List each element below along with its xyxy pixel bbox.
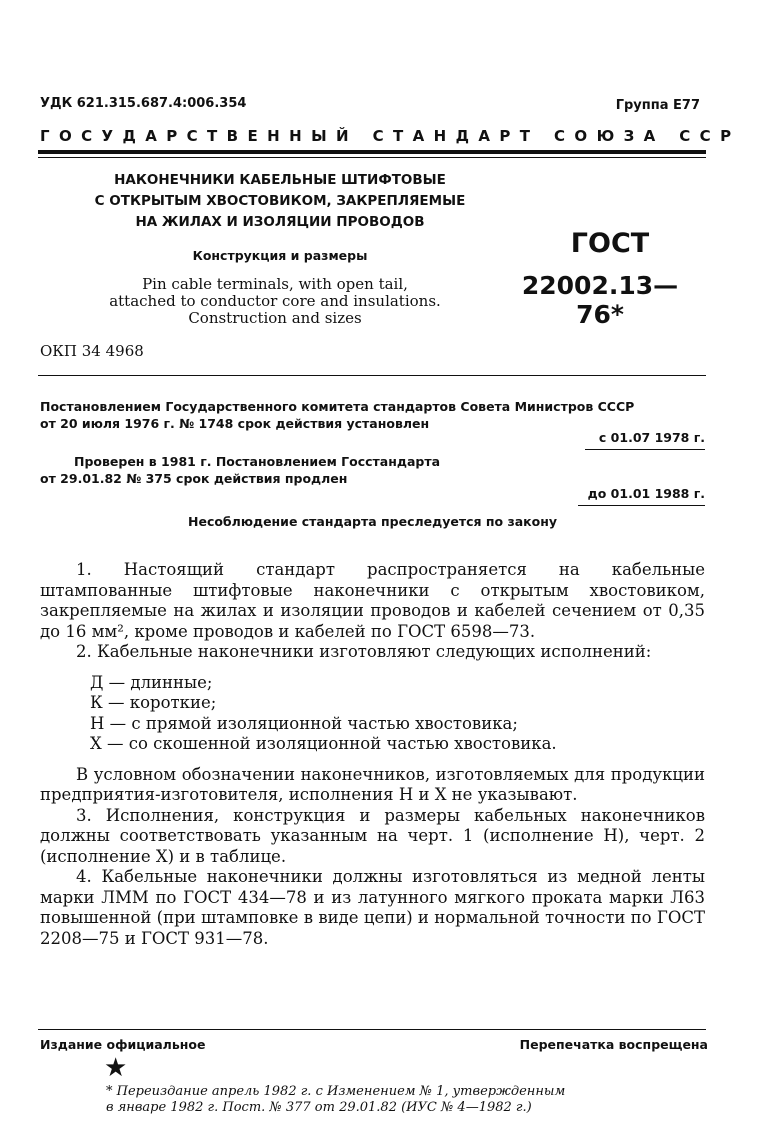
- paragraph-2: 2. Кабельные наконечники изготовляют следующих исполнений:: [76, 642, 652, 661]
- title-en-line: attached to conductor core and insulations.: [109, 292, 441, 310]
- section-rule: [38, 375, 706, 376]
- udc-code: УДК 621.315.687.4:006.354: [40, 96, 247, 111]
- star-icon: ★: [104, 1053, 128, 1083]
- official-edition-label: Издание официальное: [40, 1037, 206, 1052]
- list-item-d: Д — длинные;: [90, 672, 213, 692]
- title-line: НАКОНЕЧНИКИ КАБЕЛЬНЫЕ ШТИФТОВЫЕ: [114, 172, 446, 188]
- decree-line: от 20 июля 1976 г. № 1748 срок действия установлен: [40, 416, 430, 431]
- title-line: НА ЖИЛАХ И ИЗОЛЯЦИИ ПРОВОДОВ: [135, 214, 425, 230]
- title-line: С ОТКРЫТЫМ ХВОСТОВИКОМ, ЗАКРЕПЛЯЕМЫЕ: [94, 193, 466, 209]
- header-rule-thick: [38, 150, 706, 154]
- list-item-x: Х — со скошенной изоляционной частью хвостовика.: [90, 734, 557, 753]
- decree-date: с 01.07 1978 г.: [585, 430, 705, 450]
- gost-number: 22002.13—76*: [521, 271, 679, 329]
- title-en-line: Construction and sizes: [188, 309, 362, 327]
- verified-line: Проверен в 1981 г. Постановлением Госстандарта: [74, 454, 441, 469]
- document-subtitle-ru: Конструкция и размеры: [192, 248, 368, 263]
- verified-text: [40, 453, 500, 487]
- paragraph-1: 1. Настоящий стандарт распространяется на кабельные штампованные штифтовые наконечники с открытым хвостовиком, закрепляемые на жилах и изоляции проводов и кабелей сечением от 0,35 до 16 мм², кроме проводов и кабелей по ГОСТ 6598—73.: [40, 560, 705, 641]
- reprint-prohibited-label: Перепечатка воспрещена: [519, 1037, 708, 1052]
- group-code: Группа Е77: [615, 98, 700, 113]
- okp-code: ОКП 34 4968: [40, 342, 144, 360]
- gost-label: ГОСТ: [570, 228, 650, 259]
- document-title-en: [70, 276, 480, 327]
- footnote-line: в январе 1982 г. Пост. № 377 от 29.01.82 (ИУС № 4—1982 г.): [106, 1100, 532, 1115]
- header-rule-thin: [38, 157, 706, 158]
- body-text: [40, 560, 705, 949]
- footer-rule: [38, 1029, 706, 1030]
- document-title-ru: [70, 170, 490, 233]
- decree-text: [40, 398, 705, 432]
- verified-line: от 29.01.82 № 375 срок действия продлен: [40, 471, 348, 486]
- verified-date: до 01.01 1988 г.: [578, 486, 705, 506]
- list-item-k: К — короткие;: [90, 693, 217, 712]
- paragraph-4: 3. Исполнения, конструкция и размеры кабельных наконечников должны соответствовать указанным на черт. 1 (исполнение Н), черт. 2 (исполнение Х) и в таблице.: [40, 805, 705, 866]
- paragraph-3: В условном обозначении наконечников, изготовляемых для продукции предприятия-изготовителя, исполнения Н и Х не указывают.: [40, 764, 705, 804]
- law-notice: Несоблюдение стандарта преследуется по закону: [188, 514, 557, 529]
- footnote: [106, 1084, 666, 1116]
- decree-line: Постановлением Государственного комитета стандартов Совета Министров СССР: [40, 399, 635, 414]
- title-en-line: Pin cable terminals, with open tail,: [142, 275, 408, 293]
- state-standard-heading: ГОСУДАРСТВЕННЫЙ СТАНДАРТ СОЮЗА ССР: [40, 127, 741, 145]
- paragraph-5: 4. Кабельные наконечники должны изготовляться из медной ленты марки ЛММ по ГОСТ 434—78 и из латунного мягкого проката марки Л63 повышенной (при штамповке в виде цепи) и нормальной точности по ГОСТ 2208—75 и ГОСТ 931—78.: [40, 867, 705, 948]
- list-item-n: Н — с прямой изоляционной частью хвостовика;: [90, 713, 518, 733]
- footnote-line: * Переиздание апрель 1982 г. с Изменением № 1, утвержденным: [106, 1084, 566, 1099]
